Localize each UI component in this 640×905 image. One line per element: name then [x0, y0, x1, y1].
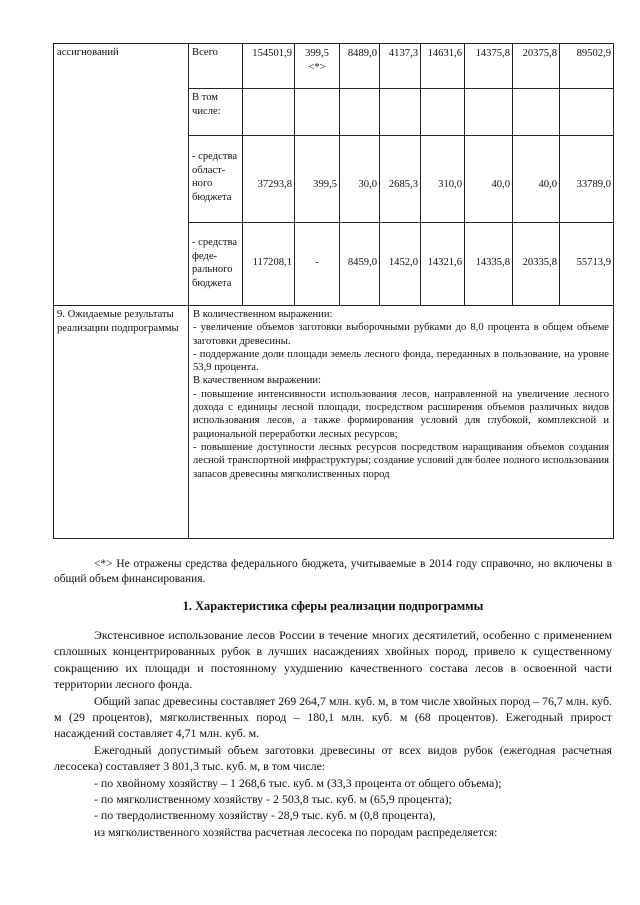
total-value: 89502,9	[560, 44, 614, 89]
row-total	[54, 44, 614, 89]
results-line: - повышение интенсивности использования лесов, направленной на увеличение лесного дохода с единицы лесной площади, посредством расширения объемов различных видов использования лесов, а также формирования условий для глубокой, комплексной и рациональной переработки лесных ресурсов;	[193, 388, 609, 440]
federal-value: 14321,6	[421, 223, 465, 306]
row-results	[54, 306, 614, 539]
federal-value: 117208,1	[243, 223, 295, 306]
regional-value: 37293,8	[243, 136, 295, 223]
list-item: - по твердолиственному хозяйству - 28,9 тыс. куб. м (0,8 процента),	[94, 808, 436, 823]
results-line: - увеличение объемов заготовки выборочными рубками до 8,0 процента в общем объеме заготовки древесины.	[193, 322, 609, 347]
regional-value: 30,0	[340, 136, 380, 223]
federal-value: 14335,8	[465, 223, 513, 306]
results-line: В количественном выражении:	[193, 309, 333, 320]
total-value: 4137,3	[380, 44, 421, 89]
paragraph: Ежегодный допустимый объем заготовки древесины от всех видов рубок (ежегодная расчетная лесосека) составляет 3 801,3 тыс. куб. м, в том числе:	[54, 742, 612, 774]
regional-value: 399,5	[295, 136, 340, 223]
footnote: <*> Не отражены средства федерального бюджета, учитываемые в 2014 году справочно, но включены в общий объем финансирования.	[54, 558, 612, 585]
regional-value: 2685,3	[380, 136, 421, 223]
total-value: 399,5 <*>	[295, 44, 340, 89]
results-cell	[189, 306, 614, 539]
total-value: 8489,0	[340, 44, 380, 89]
results-line: В качественном выражении:	[193, 375, 321, 387]
results-label: 9. Ожидаемые результаты реализации подпрограммы	[54, 306, 189, 539]
total-value: 14631,6	[421, 44, 465, 89]
federal-value: 1452,0	[380, 223, 421, 306]
list-item: - по хвойному хозяйству – 1 268,6 тыс. куб. м (33,3 процента от общего объема);	[94, 775, 502, 790]
regional-value: 40,0	[513, 136, 560, 223]
list-item: - по мягколиственному хозяйству - 2 503,8 тыс. куб. м (65,9 процента);	[94, 792, 452, 807]
results-line: - поддержание доли площади земель лесного фонда, переданных в пользование, на уровне 53,9 процента.	[193, 348, 609, 374]
federal-value: 20335,8	[513, 223, 560, 306]
federal-label: - средства феде-рального бюджета	[189, 223, 243, 306]
regional-label: - средства област-ного бюджета	[189, 136, 243, 223]
federal-value: 8459,0	[340, 223, 380, 306]
section-heading: 1. Характеристика сферы реализации подпрограммы	[182, 599, 484, 613]
total-label: Всего	[189, 44, 243, 89]
paragraph: Общий запас древесины составляет 269 264,7 млн. куб. м, в том числе хвойных пород – 76,7 млн. куб. м (29 процентов), мягколиственных пород – 180,1 млн. куб. м (68 процентов). Ежегодный прирост насаждений составляет 4,71 млн. куб. м.	[54, 693, 612, 741]
federal-value: -	[295, 223, 340, 306]
federal-value: 55713,9	[560, 223, 614, 306]
total-value: 154501,9	[243, 44, 295, 89]
financing-table	[53, 43, 614, 539]
paragraph: из мягколиственного хозяйства расчетная лесосека по породам распределяется:	[94, 824, 498, 839]
paragraph: Экстенсивное использование лесов России в течение многих десятилетий, особенно с применением сплошных концентрированных рубок в лучших насаждениях хвойных пород, привело к существенному сокращению их площади и постоянному ухудшению качественного состава лесов в освоенной части территории лесного фонда.	[54, 628, 612, 692]
regional-value: 33789,0	[560, 136, 614, 223]
regional-value: 310,0	[421, 136, 465, 223]
incl-label: В том числе:	[189, 89, 243, 136]
body-text	[54, 627, 612, 840]
total-value: 20375,8	[513, 44, 560, 89]
row-label-financing: ассигнований	[54, 44, 189, 306]
regional-value: 40,0	[465, 136, 513, 223]
results-line: - повышение доступности лесных ресурсов посредством наращивания объемов создания лесной транспортной инфраструктуры; создание условий для более полного использования запасов древесины мягколиственных пород	[193, 441, 609, 480]
total-value: 14375,8	[465, 44, 513, 89]
